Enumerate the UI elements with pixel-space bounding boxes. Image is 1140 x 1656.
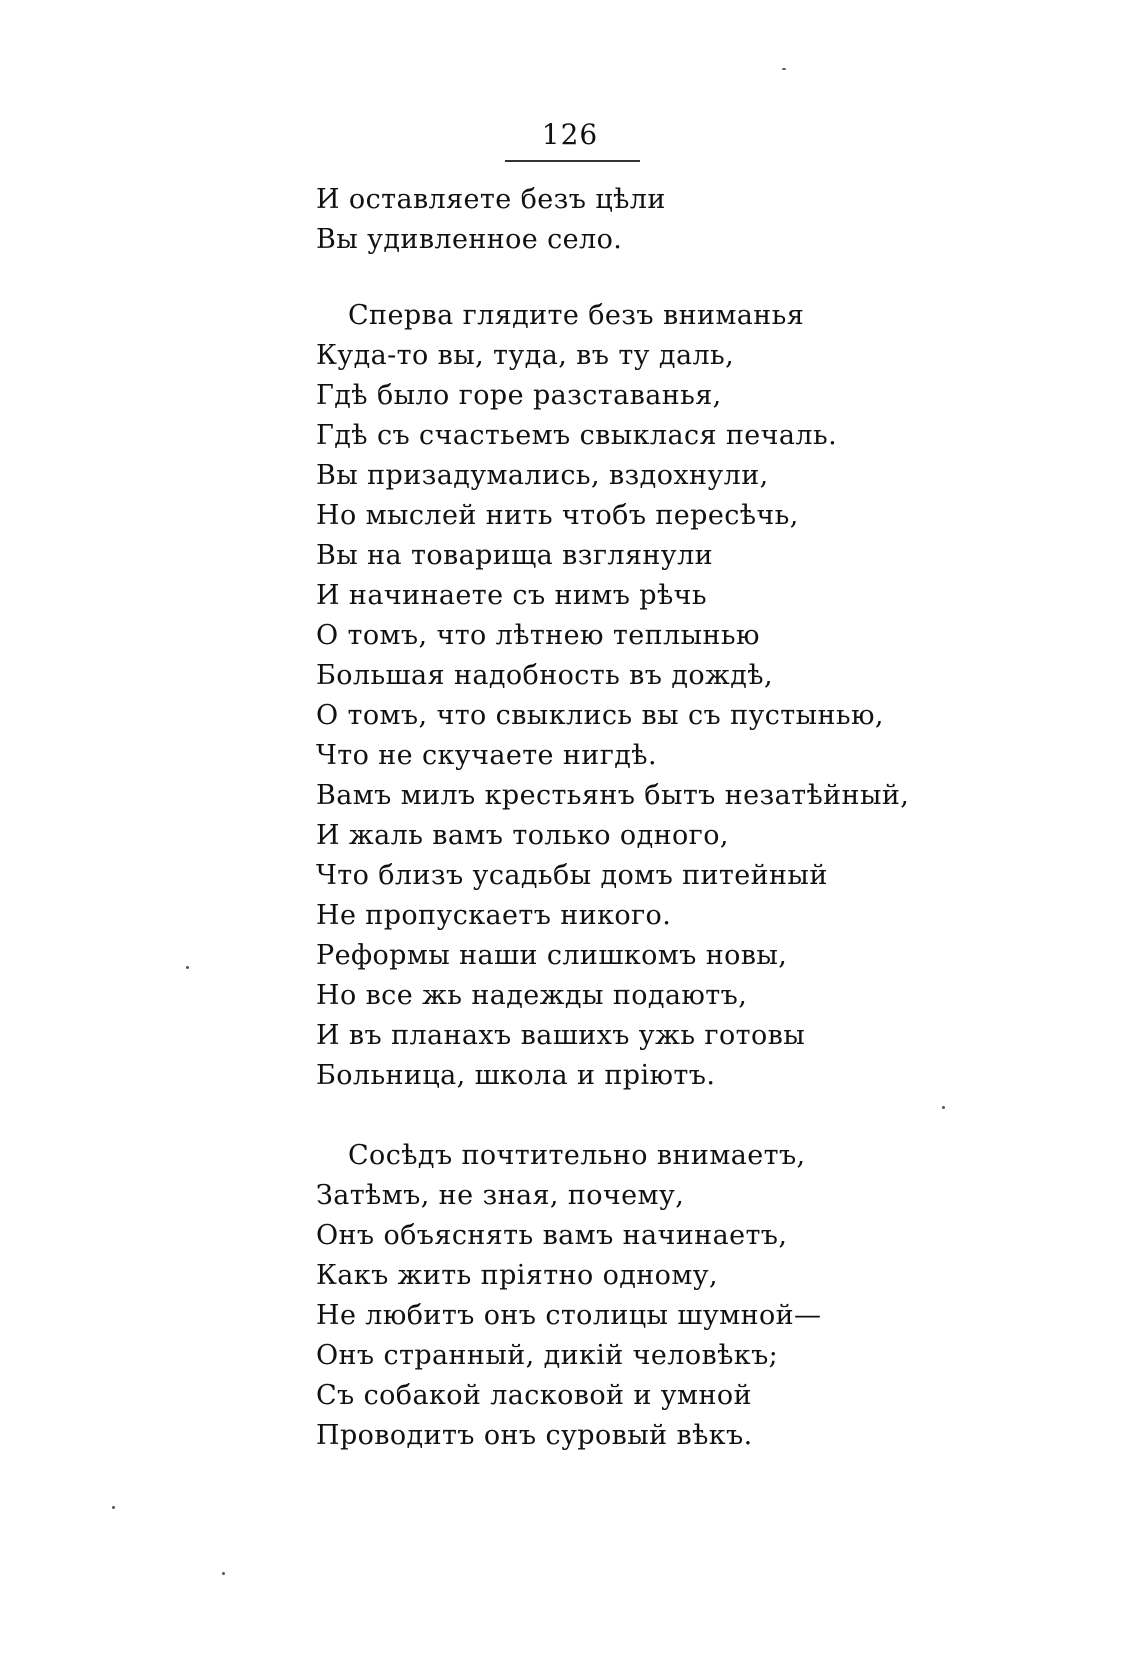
poem-line: Больница, школа и пріютъ. [316,1060,716,1091]
poem-line: И въ планахъ вашихъ ужь готовы [316,1020,806,1051]
scan-speck [782,68,786,70]
poem-line: И оставляете безъ цѣли [316,184,666,215]
poem-line: Вамъ милъ крестьянъ бытъ незатѣйный, [316,780,910,811]
scan-speck [222,1572,225,1575]
poem-line: О томъ, что лѣтнею теплынью [316,620,760,651]
scan-speck [186,966,189,969]
poem-line: О томъ, что свыклись вы съ пустынью, [316,700,884,731]
poem-line: Но все жь надежды подаютъ, [316,980,748,1011]
poem-line: Съ собакой ласковой и умной [316,1380,752,1411]
poem-line: Большая надобность въ дождѣ, [316,660,773,691]
poem-line: И начинаете съ нимъ рѣчь [316,580,707,611]
poem-line: Куда-то вы, туда, въ ту даль, [316,340,735,371]
poem-line: Что близъ усадьбы домъ питейный [316,860,828,891]
poem-line: Гдѣ съ счастьемъ свыклася печаль. [316,420,838,451]
poem-line: Какъ жить пріятно одному, [316,1260,719,1291]
poem-line: Сперва глядите безъ вниманья [348,300,805,331]
poem-line: Онъ странный, дикій человѣкъ; [316,1340,779,1371]
poem-line: Что не скучаете нигдѣ. [316,740,657,771]
poem-line: Но мыслей нить чтобъ пересѣчь, [316,500,799,531]
page-number: 126 [541,118,599,151]
poem-line: Вы призадумались, вздохнули, [316,460,769,491]
poem-line: Не пропускаетъ никого. [316,900,672,931]
poem-line: Онъ объяснять вамъ начинаетъ, [316,1220,788,1251]
poem-line: И жаль вамъ только одного, [316,820,729,851]
page-number-rule [505,160,640,162]
poem-line: Проводитъ онъ суровый вѣкъ. [316,1420,753,1451]
poem-line: Вы удивленное село. [316,224,623,255]
poem-line: Гдѣ было горе разставанья, [316,380,722,411]
poem-line: Затѣмъ, не зная, почему, [316,1180,685,1211]
poem-line: Сосѣдъ почтительно внимаетъ, [348,1140,806,1171]
poem-line: Вы на товарища взглянули [316,540,714,571]
poem-line: Не любитъ онъ столицы шумной— [316,1300,822,1331]
scan-speck [112,1506,115,1509]
poem-line: Реформы наши слишкомъ новы, [316,940,788,971]
scan-speck [942,1106,945,1109]
